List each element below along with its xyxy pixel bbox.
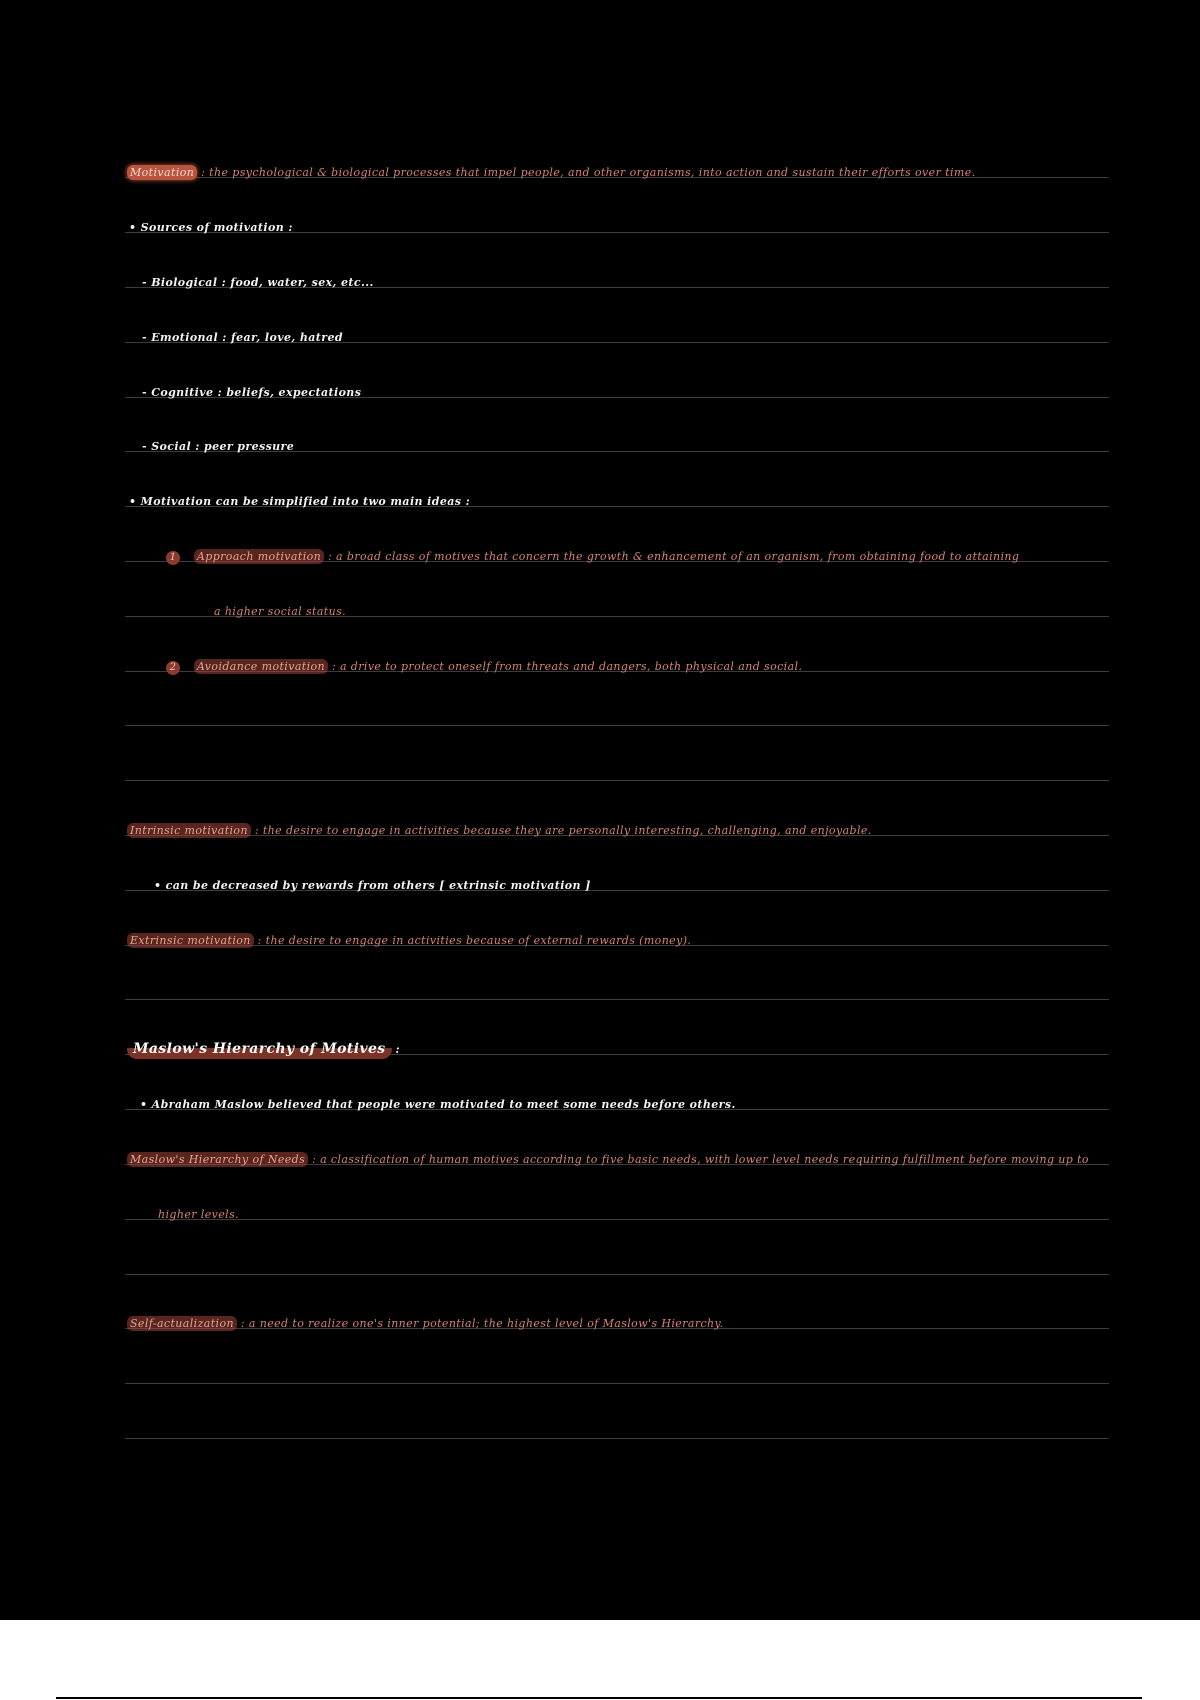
approach-motivation [166, 550, 1019, 565]
source-item: - Biological : food, water, sex, etc... [142, 276, 374, 289]
approach-term: Approach motivation [194, 549, 324, 564]
extrinsic-term: Extrinsic motivation [127, 933, 254, 948]
ruled-line [125, 780, 1109, 781]
source-item: - Social : peer pressure [142, 440, 295, 453]
ruled-line [125, 1438, 1109, 1439]
maslow-continued: higher levels. [158, 1208, 240, 1221]
source-item: - Emotional : fear, love, hatred [142, 331, 343, 344]
two-ideas-note: • Motivation can be simplified into two main ideas : [129, 495, 471, 508]
maslow-text: : a classification of human motives according to five basic needs, with lower level needs requiring fulfillment before moving up to [312, 1153, 1089, 1166]
maslow-note: • Abraham Maslow believed that people were motivated to meet some needs before others. [140, 1098, 736, 1111]
maslow-heading [127, 1041, 400, 1057]
avoidance-text: : a drive to protect oneself from threats and dangers, both physical and social. [331, 660, 803, 673]
ruled-line [125, 725, 1109, 726]
intrinsic-definition [127, 824, 872, 837]
motivation-definition [127, 166, 976, 179]
intrinsic-note: • can be decreased by rewards from others [ extrinsic motivation ] [154, 879, 591, 892]
maslow-definition [127, 1153, 1089, 1166]
extrinsic-text: : the desire to engage in activities because of external rewards (money). [257, 934, 692, 947]
maslow-heading-text: Maslow's Hierarchy of Motives [127, 1039, 392, 1059]
source-item: - Cognitive : beliefs, expectations [142, 386, 362, 399]
ruled-line [125, 1274, 1109, 1275]
self-actualization-term: Self-actualization [127, 1316, 237, 1331]
self-actualization-text: : a need to realize one's inner potential; the highest level of Maslow's Hierarchy. [240, 1317, 724, 1330]
extrinsic-definition [127, 934, 691, 947]
number-badge: 2 [166, 661, 180, 675]
sources-heading-text: • Sources of motivation : [129, 221, 293, 234]
ruled-line [125, 1383, 1109, 1384]
number-badge: 1 [166, 551, 180, 565]
avoidance-term: Avoidance motivation [194, 659, 328, 674]
intrinsic-text: : the desire to engage in activities because they are personally interesting, challenging, and enjoyable. [254, 824, 872, 837]
ruled-line [125, 999, 1109, 1000]
approach-text: : a broad class of motives that concern the growth & enhancement of an organism, from obtaining food to attaining [328, 550, 1020, 563]
motivation-text: : the psychological & biological processes that impel people, and other organisms, into action and sustain their efforts over time. [201, 166, 976, 179]
self-actualization-definition [127, 1317, 724, 1330]
avoidance-motivation [166, 660, 802, 675]
ruled-line [125, 1219, 1109, 1220]
motivation-term: Motivation [127, 165, 197, 180]
sources-heading [129, 221, 293, 234]
approach-continued: a higher social status. [214, 605, 347, 618]
page-footer-rule [56, 1697, 1142, 1699]
maslow-heading-colon: : [395, 1043, 400, 1056]
intrinsic-term: Intrinsic motivation [127, 823, 251, 838]
maslow-term: Maslow's Hierarchy of Needs [127, 1152, 308, 1167]
